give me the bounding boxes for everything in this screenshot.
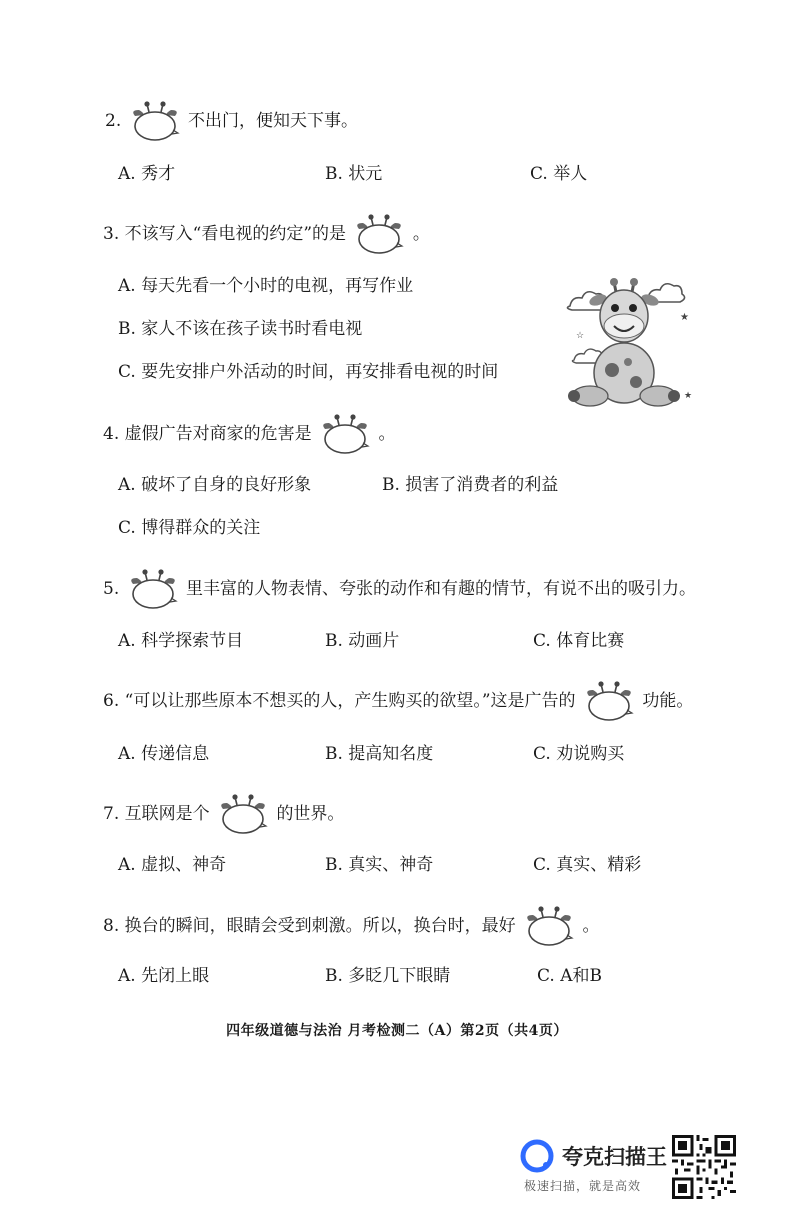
svg-text:☆: ☆ [576, 331, 585, 341]
option: C. 博得群众的关注 [118, 518, 261, 538]
option: A. 先闭上眼 [118, 966, 210, 986]
question-6-prefix: 6. “可以让那些原本不想买的人，产生购买的欲望。”这是广告的 [103, 691, 576, 711]
brand-name: 夸克扫描王 [562, 1145, 667, 1169]
giraffe-plush-icon [560, 278, 700, 418]
answer-blank-icon [217, 793, 269, 835]
answer-blank-icon [319, 413, 371, 455]
option: C. 真实、精彩 [533, 855, 642, 875]
question-2-text: 不出门，便知天下事。 [188, 111, 359, 131]
question-3 [103, 213, 430, 255]
option: B. 损害了消费者的利益 [382, 475, 559, 495]
option: A. 秀才 [118, 164, 176, 184]
svg-text:★: ★ [684, 391, 693, 401]
question-4-prefix: 4. 虚假广告对商家的危害是 [103, 424, 312, 444]
page-footer: 四年级道德与法治 月考检测二（A）第2页（共4页） [226, 1023, 568, 1039]
option: C. 劝说购买 [533, 744, 625, 764]
question-8-prefix: 8. 换台的瞬间，眼睛会受到刺激。所以，换台时，最好 [103, 916, 516, 936]
answer-blank-icon [127, 568, 179, 610]
option: A. 传递信息 [118, 744, 210, 764]
option: A. 科学探索节目 [118, 631, 244, 651]
question-6 [103, 680, 693, 722]
scanner-watermark [520, 1135, 790, 1205]
qr-code-icon [672, 1135, 736, 1199]
answer-blank-icon [353, 213, 405, 255]
option: B. 真实、神奇 [325, 855, 434, 875]
quark-logo-icon [520, 1139, 554, 1173]
svg-text:★: ★ [680, 312, 689, 323]
answer-blank-icon [129, 100, 181, 142]
option: C. 举人 [530, 164, 588, 184]
question-2 [105, 100, 358, 142]
option: A. 破坏了自身的良好形象 [118, 475, 312, 495]
question-8-text: 。 [582, 916, 600, 936]
question-4 [103, 413, 395, 455]
question-4-text: 。 [378, 424, 396, 444]
question-5 [103, 568, 696, 610]
question-3-text: 。 [412, 224, 430, 244]
question-8 [103, 905, 599, 947]
option: A. 虚拟、神奇 [118, 855, 227, 875]
option: C. 要先安排户外活动的时间，再安排看电视的时间 [118, 362, 499, 382]
option: B. 提高知名度 [325, 744, 434, 764]
option: C. A和B [537, 966, 602, 986]
question-7-prefix: 7. 互联网是个 [103, 804, 210, 824]
question-3-prefix: 3. 不该写入“看电视的约定”的是 [103, 224, 347, 244]
question-7-text: 的世界。 [276, 804, 345, 824]
question-5-prefix: 5. [103, 579, 120, 599]
question-2-prefix: 2. [105, 111, 122, 131]
option: B. 多眨几下眼睛 [325, 966, 451, 986]
answer-blank-icon [583, 680, 635, 722]
question-7 [103, 793, 344, 835]
option: C. 体育比赛 [533, 631, 625, 651]
brand-tagline: 极速扫描，就是高效 [524, 1179, 642, 1193]
option: A. 每天先看一个小时的电视，再写作业 [118, 276, 414, 296]
option: B. 状元 [325, 164, 383, 184]
answer-blank-icon [523, 905, 575, 947]
question-5-text: 里丰富的人物表情、夸张的动作和有趣的情节，有说不出的吸引力。 [186, 579, 697, 599]
option: B. 家人不该在孩子读书时看电视 [118, 319, 363, 339]
option: B. 动画片 [325, 631, 400, 651]
question-6-text: 功能。 [642, 691, 694, 711]
